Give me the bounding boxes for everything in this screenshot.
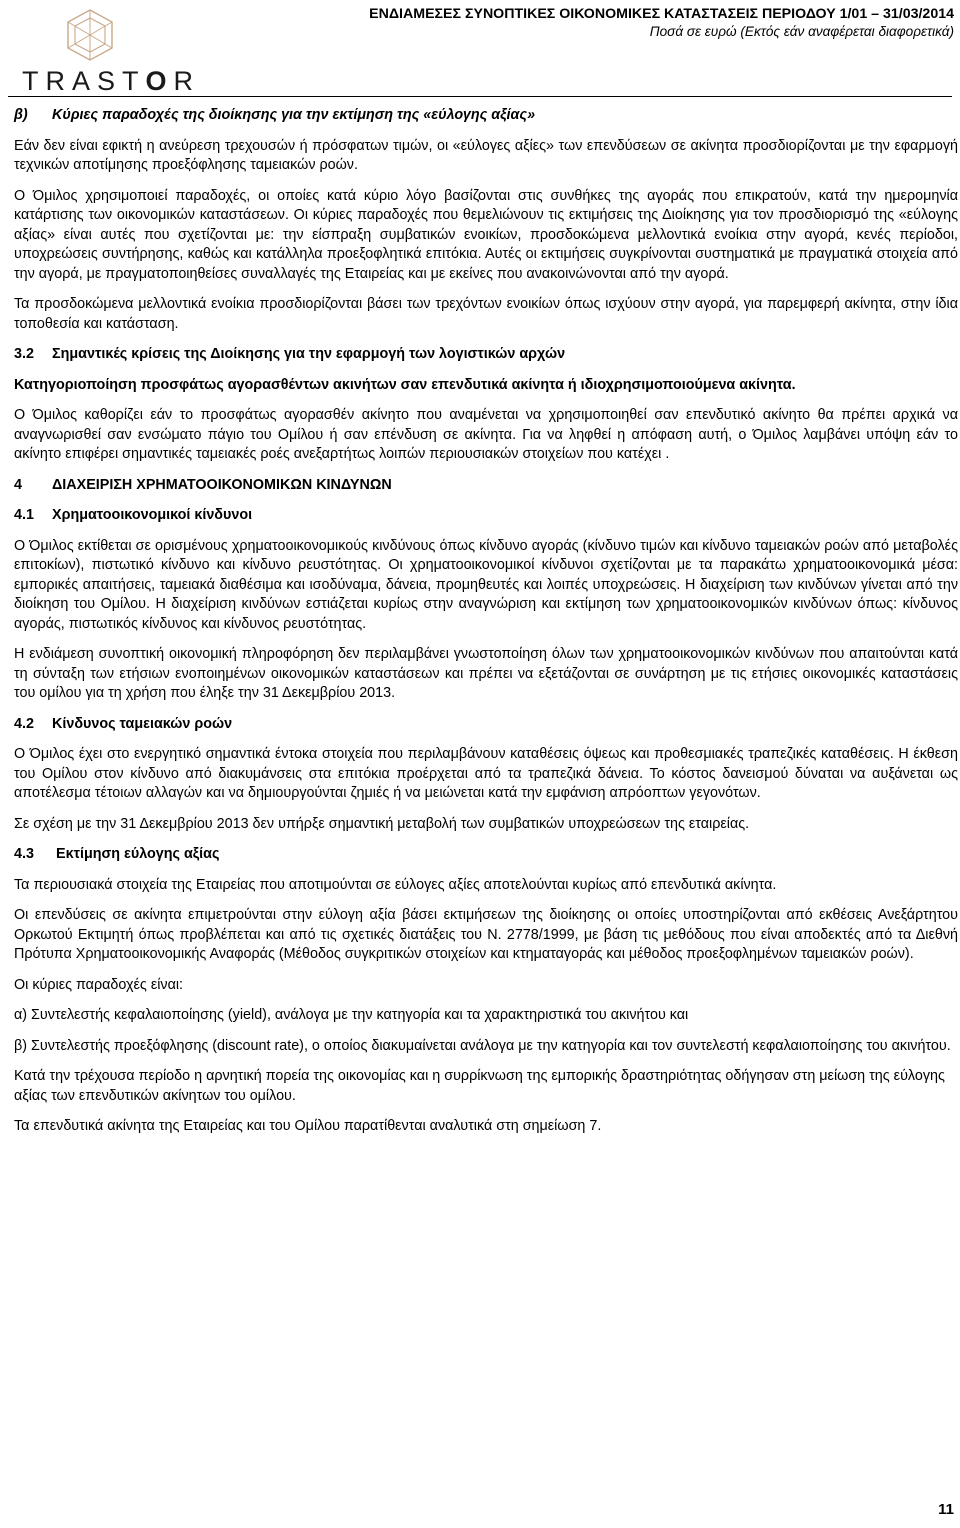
paragraph: Ο Όμιλος χρησιμοποιεί παραδοχές, οι οποίες κατά κύριο λόγο βασίζονται στις συνθήκες της αγοράς που επικρατούν, κατά την ημερομηνία κατάρτισης των οικονομικών καταστάσεων. Οι κύριες παραδοχές που θεμελιώνουν τις εκτιμήσεις της Διοίκησης για τον προσδιορισμό της «εύλογης αξίας» είναι αυτές που σχετίζονται με: την είσπραξη συμβατικών ενοικίων, προσδοκώμενα μελλοντικά ενοίκια στην αγορά, κενές περίοδοι, υποχρεώσεις συντήρησης, καθώς και κατάλληλα προεξοφλητικά επιτόκια. Αυτές οι εκτιμήσεις συγκρίνονται συστηματικά με πραγματικά στοιχεία από την αγορά, με πραγματοποιηθείσες συναλλαγές της Εταιρείας και με εκείνες που ανακοινώνονται από την αγορά. [14,187,958,282]
paragraph: Ο Όμιλος εκτίθεται σε ορισμένους χρηματοοικονομικούς κινδύνους όπως κίνδυνο αγοράς (κίνδυνο τιμών και κίνδυνο ταμειακών ροών από μεταβολές επιτοκίων), πιστωτικό κίνδυνο και κίνδυνο ρευστότητας. Οι χρηματοοικονομικοί κίνδυνοι σχετίζονται με τα παρακάτω χρηματοοικονομικά μέσα: εμπορικές απαιτήσεις, ταμειακά διαθέσιμα και ισοδύναμα, δάνεια, προμηθευτές και λοιπές υποχρεώσεις. Η διαχείριση των κινδύνων γίνεται από την διοίκηση του Ομίλου. Η διαχείριση κινδύνων εστιάζεται κυρίως στην αναγνώριση και εκτίμηση των χρηματοοικονομικών κινδύνων όπως: κίνδυνος αγοράς, πιστωτικός κίνδυνος και κίνδυνος ρευστότητας. [14,537,958,632]
page-header [0,0,960,100]
document-body [14,106,958,1148]
paragraph: Τα προσδοκώμενα μελλοντικά ενοίκια προσδιορίζονται βάσει των τρεχόντων ενοικίων όπως ισχύουν στην αγορά, για παρεμφερή ακίνητα, στην ίδια τοποθεσία και κατάσταση. [14,296,958,332]
logo-hexagon-icon [64,8,116,64]
paragraph: Οι επενδύσεις σε ακίνητα επιμετρούνται στην εύλογη αξία βάσει εκτιμήσεων της διοίκησης οι οποίες υποστηρίζονται από εκθέσεις Ανεξάρτητου Ορκωτού Εκτιμητή όπως προβλέπεται και από τις σχετικές διατάξεις του Ν. 2778/1999, με βάση τις μεθόδους που είναι αποδεκτές από τα Διεθνή Πρότυπα Χρηματοοικονομικής Αναφοράς (Μέθοδος συγκριτικών στοιχείων και κτηματαγοράς και μέθοδος προεξοφλημένων ταμειακών ροών). [14,907,958,962]
section-b-heading: β) Κύριες παραδοχές της διοίκησης για την εκτίμηση της «εύλογης αξίας» [14,107,536,123]
paragraph: Η ενδιάμεση συνοπτική οικονομική πληροφόρηση δεν περιλαμβάνει γνωστοποίηση όλων των χρηματοοικονομικών κινδύνων που απαιτούνται κατά τη σύνταξη των ετήσιων ενοποιημένων οικονομικών καταστάσεων και πρέπει να εξετάζονται σε συνάρτηση με τις ετήσιες οικονομικές καταστάσεις του ομίλου για τη χρήση που έληξε την 31 Δεκεμβρίου 2013. [14,646,958,701]
company-logo [22,8,201,96]
paragraph: Εάν δεν είναι εφικτή η ανεύρεση τρεχουσών ή πρόσφατων τιμών, οι «εύλογες αξίες» των επενδύσεων σε ακίνητα προσδιορίζονται με την εφαρμογή τεχνικών αποτίμησης προεξόφλησης ταμειακών ροών. [14,137,958,173]
header-divider [8,96,952,97]
paragraph: Κατά την τρέχουσα περίοδο η αρνητική πορεία της οικονομίας και η συρρίκνωση της εμπορικής δραστηριότητας οδήγησαν στη μείωση της εύλογης αξίας των επενδυτικών ακίνητων του ομίλου. [14,1068,945,1104]
section-4-1-heading: 4.1 Χρηματοοικονομικοί κίνδυνοι [14,507,253,523]
paragraph: Τα περιουσιακά στοιχεία της Εταιρείας που αποτιμούνται σε εύλογες αξίες αποτελούνται κυρίως από επενδυτικά ακίνητα. [14,876,777,893]
paragraph: Οι κύριες παραδοχές είναι: [14,976,184,993]
subheading: Κατηγοριοποίηση προσφάτως αγορασθέντων ακινήτων σαν επενδυτικά ακίνητα ή ιδιοχρησιμοποιούμενα ακίνητα. [14,376,796,393]
document-subtitle: Ποσά σε ευρώ (Εκτός εάν αναφέρεται διαφορετικά) [649,24,954,39]
paragraph: Σε σχέση με την 31 Δεκεμβρίου 2013 δεν υπήρξε σημαντική μεταβολή των συμβατικών υποχρεώσεων της εταιρείας. [14,815,750,832]
section-4-2-heading: 4.2 Κίνδυνος ταμειακών ροών [14,715,233,732]
paragraph: Ο Όμιλος έχει στο ενεργητικό σημαντικά έντοκα στοιχεία που περιλαμβάνουν καταθέσεις όψεως και προθεσμιακές τραπεζικές καταθέσεις. Η έκθεση του Ομίλου στον κίνδυνο από διακυμάνσεις στα επιτόκια προέρχεται από τα τραπεζικά δάνεια. Το κόστος δανεισμού δύναται να αυξάνεται ως αποτέλεσμα τέτοιων αλλαγών και να δημιουργούνται ζημιές ή να μειώνεται κατά την εμφάνιση απρόοπτων γεγονότων. [14,746,958,801]
paragraph: Ο Όμιλος καθορίζει εάν το προσφάτως αγορασθέν ακίνητο που αναμένεται να χρησιμοποιηθεί σαν επενδυτικό ακίνητο θα πρέπει αρχικά να αναγνωρισθεί σαν ενσώματο πάγιο του Ομίλου ή σαν επένδυση σε ακίνητα. Για να ληφθεί η απόφαση αυτή, ο Όμιλος λαμβάνει υπόψη εάν το ακίνητο επιφέρει σημαντικές ταμειακές ροές ανεξαρτήτως λοιπών περιουσιακών στοιχείων που κατέχει . [14,407,958,462]
section-3-2-heading: 3.2 Σημαντικές κρίσεις της Διοίκησης για την εφαρμογή των λογιστικών αρχών [14,346,566,362]
list-item: α) Συντελεστής κεφαλαιοποίησης (yield), ανάλογα με την κατηγορία και τα χαρακτηριστικά του ακινήτου και [14,1007,689,1023]
section-4-3-heading: 4.3 Εκτίμηση εύλογης αξίας [14,846,220,862]
section-4-heading: 4 ΔΙΑΧΕΙΡΙΣΗ ΧΡΗΜΑΤΟΟΙΚΟΝΟΜΙΚΩΝ ΚΙΝΔΥΝΩΝ [14,476,392,493]
document-title: ΕΝΔΙΑΜΕΣΕΣ ΣΥΝΟΠΤΙΚΕΣ ΟΙΚΟΝΟΜΙΚΕΣ ΚΑΤΑΣΤΑΣΕΙΣ ΠΕΡΙΟΔΟΥ 1/01 – 31/03/2014 [369,6,954,22]
logo-wordmark: TRASTOR [22,66,201,96]
list-item: β) Συντελεστής προεξόφλησης (discount rate), ο οποίος διακυμαίνεται ανάλογα με την κατηγορία και τον συντελεστή κεφαλαιοποίησης του ακινήτου. [14,1037,951,1054]
page-number: 11 [938,1501,954,1518]
paragraph: Τα επενδυτικά ακίνητα της Εταιρείας και του Ομίλου παρατίθενται αναλυτικά στη σημείωση 7. [14,1118,602,1134]
